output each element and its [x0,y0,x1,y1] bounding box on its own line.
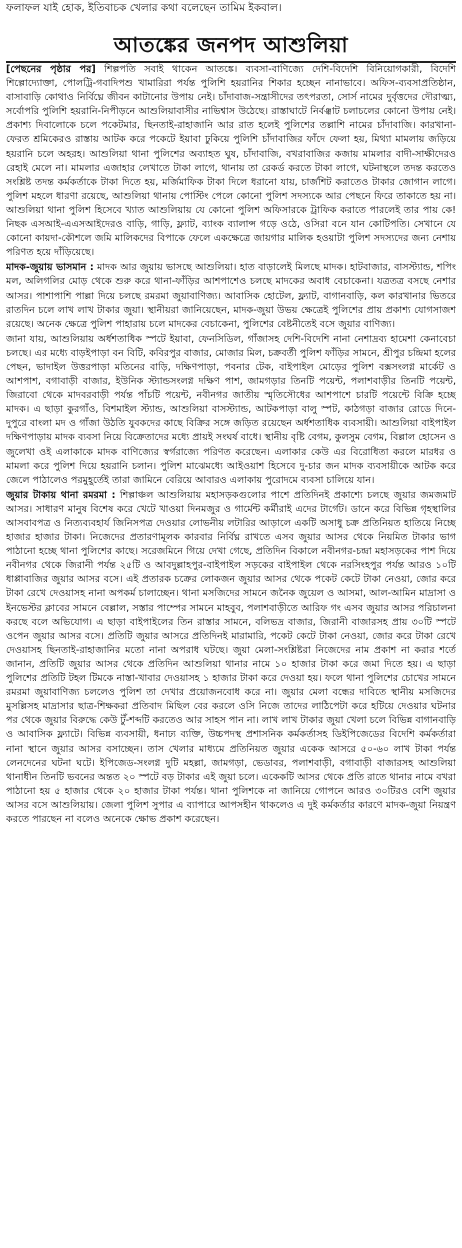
paragraph-text: জানা যায়, আশুলিয়ায় অর্ধশতাধিক স্পটে ইয়াবা, ফেনসিডিল, গাঁজাসহ দেশি-বিদেশি নানা নেশাদ্রব্য হামেশা কেনাবেচা চলছে। এর মধ্যে বাড়ইপাড়া বন বিটি, কবিরপুর বাজার, মোজার মিল, চক্রবর্তী পুলিশ ফাঁড়ির সামনে, শ্রীপুর চন্দ্রিমা হলের পেছন, ভাদাইল উত্তরপাড়া মতিনের বাড়ি, দক্ষিণপাড়া, পবনার টেক, বাইপাইল মোড়ের পুলিশ বক্সসংলগ্ন মার্কেট ও আশপাশ, বগাবাড়ী বাজার, ইউনিক স্ট্যান্ডসংলগ্ন দক্ষিণ পাশ, জামগড়ার তিনটি পয়েন্ট, পলাশবাড়ীর তিনটি পয়েন্ট, জিরাবো থেকে মাদবরবাড়ী পর্যন্ত পাঁচটি পয়েন্ট, নবীনগর জাতীয় স্মৃতিসৌধের আশপাশে চারটি পয়েন্টে বিক্রি হচ্ছে মাদক। এ ছাড়া কুরগাঁও, বিশমাইল স্ট্যান্ড, আশুলিয়া বাসস্ট্যান্ড, আটকপাড়া বালু স্পট, কাঠগড়া বাজার রোডে দিনে-দুপুরে বাংলা মদ ও গাঁজা উঠতি যুবকদের কাছে বিক্রির সঙ্গে জড়িত রয়েছেন অর্ধশতাধিক ব্যবসায়ী। আশুলিয়া বাইপাইল দক্ষিণপাড়ায় মাদক ব্যবসা নিয়ে বিক্রেতাদের মধ্যে প্রায়ই সংঘর্ষ বাধে। স্থানীয় বৃষ্টি বেগম, কুলসুম বেগম, বিল্লাল হোসেন ও জুলেখা ওই এলাকাকে মাদক বাণিজ্যের স্বর্গরাজ্যে পরিণত করেছেন। এলাকার কেউ এর বিরোধিতা করলে মারধর ও মামলা করে পুলিশ দিয়ে হয়রানি চলান। পুলিশ মাঝেমধ্যে আইওয়াশ হিসেবে দু-চার জন মাদক ব্যবসায়ীকে আটক করে জেলে পাঠালেও পরমুহূর্তেই তারা জামিনে বেরিয়ে আবারও এলাকায় পুরোদমে ব্যবসা চালিয়ে যান। [6,333,456,486]
article-paragraph [6,333,456,488]
article-headline: আতঙ্কের জনপদ আশুলিয়া [6,31,456,63]
paragraph-text: মাদক আর জুয়ায় ভাসছে আশুলিয়া। হাত বাড়ালেই মিলছে মাদক। হাটবাজার, বাসস্ট্যান্ড, শপিং মল, অলিগলির মোড় থেকে শুরু করে থানা-ফাঁড়ির আশপাশেও চলছে মাদকের অবাধ বেচাকেনা। যত্রতত্র বসছে নেশার আসর। পাশাপাশি পাল্লা দিয়ে চলছে রমরমা জুয়াবাণিজ্য। আবাসিক হোটেল, ফ্ল্যাট, বাগানবাড়ি, কল কারখানার ভিতরে রাতদিন চলে লাখ লাখ টাকার জুয়া। স্থানীয়রা জানিয়েছেন, মাদক-জুয়া উভয় ক্ষেত্রেই পুলিশের প্রায় প্রকাশ্য যোগসাজশ রয়েছে। অনেক ক্ষেত্রে পুলিশ পাহারায় চলে মাদকের বেচাকেনা, পুলিশের বেষ্টনীতেই বসে জুয়ার বাণিজ্য। [6,262,456,330]
article-paragraph [6,63,456,260]
section-subhead: মাদক-জুয়ায় ভাসমান : [6,262,94,274]
article-paragraph [6,261,456,331]
paragraph-text: শিল্পাঞ্চল আশুলিয়ায় মহাসড়কগুলোর পাশে প্রতিদিনই প্রকাশ্যে চলছে জুয়ার জমজমাট আসর। সাধারণ মানুষ বিশেষ করে খেটে খাওয়া দিনমজুর ও গার্মেন্ট কর্মীরাই এদের টার্গেট। ডানে করে বিভিন্ন গৃহস্থালির আসবাবপত্র ও নিত্যব্যবহার্য জিনিসপত্র দেওয়ার লোভনীয় লটারির আড়ালে একটি অসাধু চক্র প্রতিনিয়ত হাতিয়ে নিচ্ছে হাজার হাজার টাকা। নিজেদের প্রতারণামূলক কারবার নির্বিঘ্ন রাখতে এসব জুয়ার আসর থেকে নিয়মিত টাকার ভাগ পাঠানো হচ্ছে থানা পুলিশের কাছে। সরেজমিনে গিয়ে দেখা গেছে, প্রতিদিন বিকালে নবীনগর-চন্দ্রা মহাসড়কের পাশ দিয়ে নবীনগর থেকে জিরানী পর্যন্ত ২৫টি ও আবদুল্লাহপুর-বাইপাইল সড়কের বাইপাইল থেকে নরসিংহপুর পর্যন্ত আরও ১০টি ধাপ্পাবাজির জুয়ার আসর বসে। এই প্রতারক চক্রের লোকজন জুয়ার আসর থেকে পকেট কেটে টাকা নেওয়া, জোর করে টাকা রেখে দেওয়াসহ নানা অপকর্ম চালাচ্ছেন। থানা মসজিদের সামনে জনৈক জুয়েল ও আসমা, আল-আমিন মাদ্রাসা ও ইনভেস্টর ক্লাবের সামনে বেল্লাল, সস্তার পাম্পের সামনে মাহবুব, পলাশবাড়ীতে আরিফ গং এসব জুয়ার আসর পরিচালনা করছে বলে অভিযোগ। এ ছাড়া বাইপাইলের তিন রাস্তার সামনে, বলিভদ্র বাজার, জিরানী বাজারসহ প্রায় ৩০টি স্পটে ওপেন জুয়ার আসর বসে। প্রতিটি জুয়ার আসরে প্রতিদিনই মারামারি, পকেট কেটে টাকা নেওয়া, জোর করে টাকা রেখে দেওয়াসহ ছিনতাই-রাহাজানির মতো নানা অপরাধ ঘটছে। জুয়া মেলা-সংশ্লিষ্টরা নিজেদের নাম প্রকাশ না করার শর্তে জানান, প্রতিটি জুয়ার আসর থেকে প্রতিদিন আশুলিয়া থানার নামে ১০ হাজার টাকা করে জমা দিতে হয়। এ ছাড়া পুলিশের প্রতিটি টহল টিমকে নাস্তা-খাবার দেওয়াসহ ১ হাজার টাকা করে দেওয়া হয়। ফলে থানা পুলিশের চোখের সামনে রমরমা জুয়াবাণিজ্য চললেও পুলিশ তা দেখার প্রয়োজনবোধ করে না। জুয়ার মেলা বন্ধের দাবিতে স্থানীয় মসজিদের মুসল্লিসহ মাদ্রাসার ছাত্র-শিক্ষকরা প্রতিবাদ মিছিল বের করলে ওসি নিজে তাদের লাঠিপেটা করে হটিয়ে দেওয়ার ঘটনার পর থেকে জুয়ার বিরুদ্ধে কেউ টুঁ-শব্দটি করতেও আর সাহস পান না। লাখ লাখ টাকার জুয়া খেলা চলে বিভিন্ন বাগানবাড়ি ও আবাসিক ফ্ল্যাটে। বিভিন্ন ব্যবসায়ী, ধনাঢ্য ব্যক্তি, উচ্চপদস্থ প্রশাসনিক কর্মকর্তাসহ ডিইপিজেডের বিদেশি কর্মকর্তারা নানা স্থানে জুয়ার আসর বসাচ্ছেন। তাস খেলার মাধ্যমে প্রতিনিয়ত জুয়ার একেক আসরে ৫০-৬০ লাখ টাকা পর্যন্ত লেনদেনের ঘটনা ঘটে। ইপিজেড-সংলগ্ন দুটি মহল্লা, জামগড়া, ভেডাবর, পলাশবাড়ী, বগাবাড়ী বাজারসহ আশুলিয়া থানাধীন তিনটি ভবনের অন্তত ২০ স্পটে বড় টাকার এই জুয়া চলে। একেকটি আসর থেকে প্রতি রাতে থানার নামে বখরা পাঠানো হয় ৫ হাজার থেকে ২০ হাজার টাকা পর্যন্ত। থানা পুলিশকে না জানিয়ে গোপনে আরও ৩০টিরও বেশি জুয়ার আসর বসে আশুলিয়ায়। জেলা পুলিশ সুপার এ ব্যাপারে আপসহীন থাকলেও এ দুই কর্মকর্তার কারণে মাদক-জুয়া নিয়ন্ত্রণ করতে পারছেন না বলেও অনেকে ক্ষোভ প্রকাশ করেছেন। [6,489,456,825]
section-subhead: জুয়ার টাকায় থানা রমরমা : [6,489,116,501]
continuation-marker: [পেছনের পৃষ্ঠার পর] [6,64,96,75]
previous-article-tail: ফলাফল যাই হোক, ইতিবাচক খেলার কথা বলেছেন তামিম ইকবাল। [6,2,282,14]
article-paragraph [6,489,456,827]
article-body [6,63,456,1247]
paragraph-text: শিল্পপতি সবাই থাকেন আতঙ্কে। ব্যবসা-বাণিজ্যে দেশি-বিদেশি বিনিয়োগকারী, বিদেশি শিল্পোদ্যোক্তা, পোলট্রি-গবাদিপশু খামারিরা পর্যন্ত পুলিশি হয়রানির শিকার হচ্ছেন নানাভাবে। অফিস-ব্যবসাপ্রতিষ্ঠান, বাসাবাড়ি কোথাও নির্বিঘ্নে জীবন কাটানোর উপায় নেই। চাঁদাবাজ-সন্ত্রাসীদের তৎপরতা, সোর্স নামের দুর্বৃত্তদের দৌরাত্ম্য, সর্বোপরি পুলিশি হয়রানি-নিপীড়নে আশুলিয়াবাসীর নাভিশ্বাস উঠেছে। রাস্তাঘাটে নির্বঞ্ঝাট চলাচলের কোনো উপায় নেই। প্রকাশ্য দিবালোকে চলে পকেটমার, ছিনতাই-রাহাজানি আর রাত হলেই পুলিশের তল্লাশি নামের চাঁদাবাজি। কারখানা-ফেরত শ্রমিকেরও রাস্তায় আটক করে পকেটে ইয়াবা ঢুকিয়ে পুলিশি চাঁদাবাজির ফাঁদে ফেলা হয়, মিথ্যা মামলায় জড়িয়ে হয়রানি চলে অহরহ। আশুলিয়া থানা পুলিশের অব্যাহত ঘুষ, চাঁদাবাজি, বখরাবাজির কজায় মামলার বাদী-সাক্ষীদেরও রেহাই মেলে না। মামলার এজাহার লেখাতে টাকা লাগে, থানায় তা রেকর্ড করতে টাকা লাগে, ঘটনাস্থলে তদন্ত করতেও সংশ্লিষ্ট তদন্ত কর্মকর্তাকে টাকা দিতে হয়, মর্জিমাফিক টাকা দিলে ধরানো যায়, চার্জশিট করাতেও টাকার জোগান লাগে। পুলিশ মহলে ধারণা রয়েছে, আশুলিয়া থানায় পোস্টিং পেলে কোনো পুলিশ সদস্যকে আর পেছনে ফিরে তাকাতে হয় না। আশুলিয়া থানা পুলিশ হিসেবে খ্যাত আশুলিয়ায় যে কোনো পুলিশ অফিসারকে ট্রাফিক করাতে পারলেই তার পায় কে! নিছক এসআই-এএসআইদেরও বাড়ি, গাড়ি, ফ্ল্যাট, ব্যাংক ব্যালান্স গড়ে ওঠে, ওসিরা বনে যান কোটিপতি। সেখানে যে কোনো কায়দা-কৌশলে জমি মালিকদের বিপাকে ফেলে একক্ষেত্রে জায়গার মালিক হওয়াটা পুলিশ সদস্যদের জন্য নেশায় পরিণত হয়ে দাঁড়িয়েছে। [6,64,456,259]
